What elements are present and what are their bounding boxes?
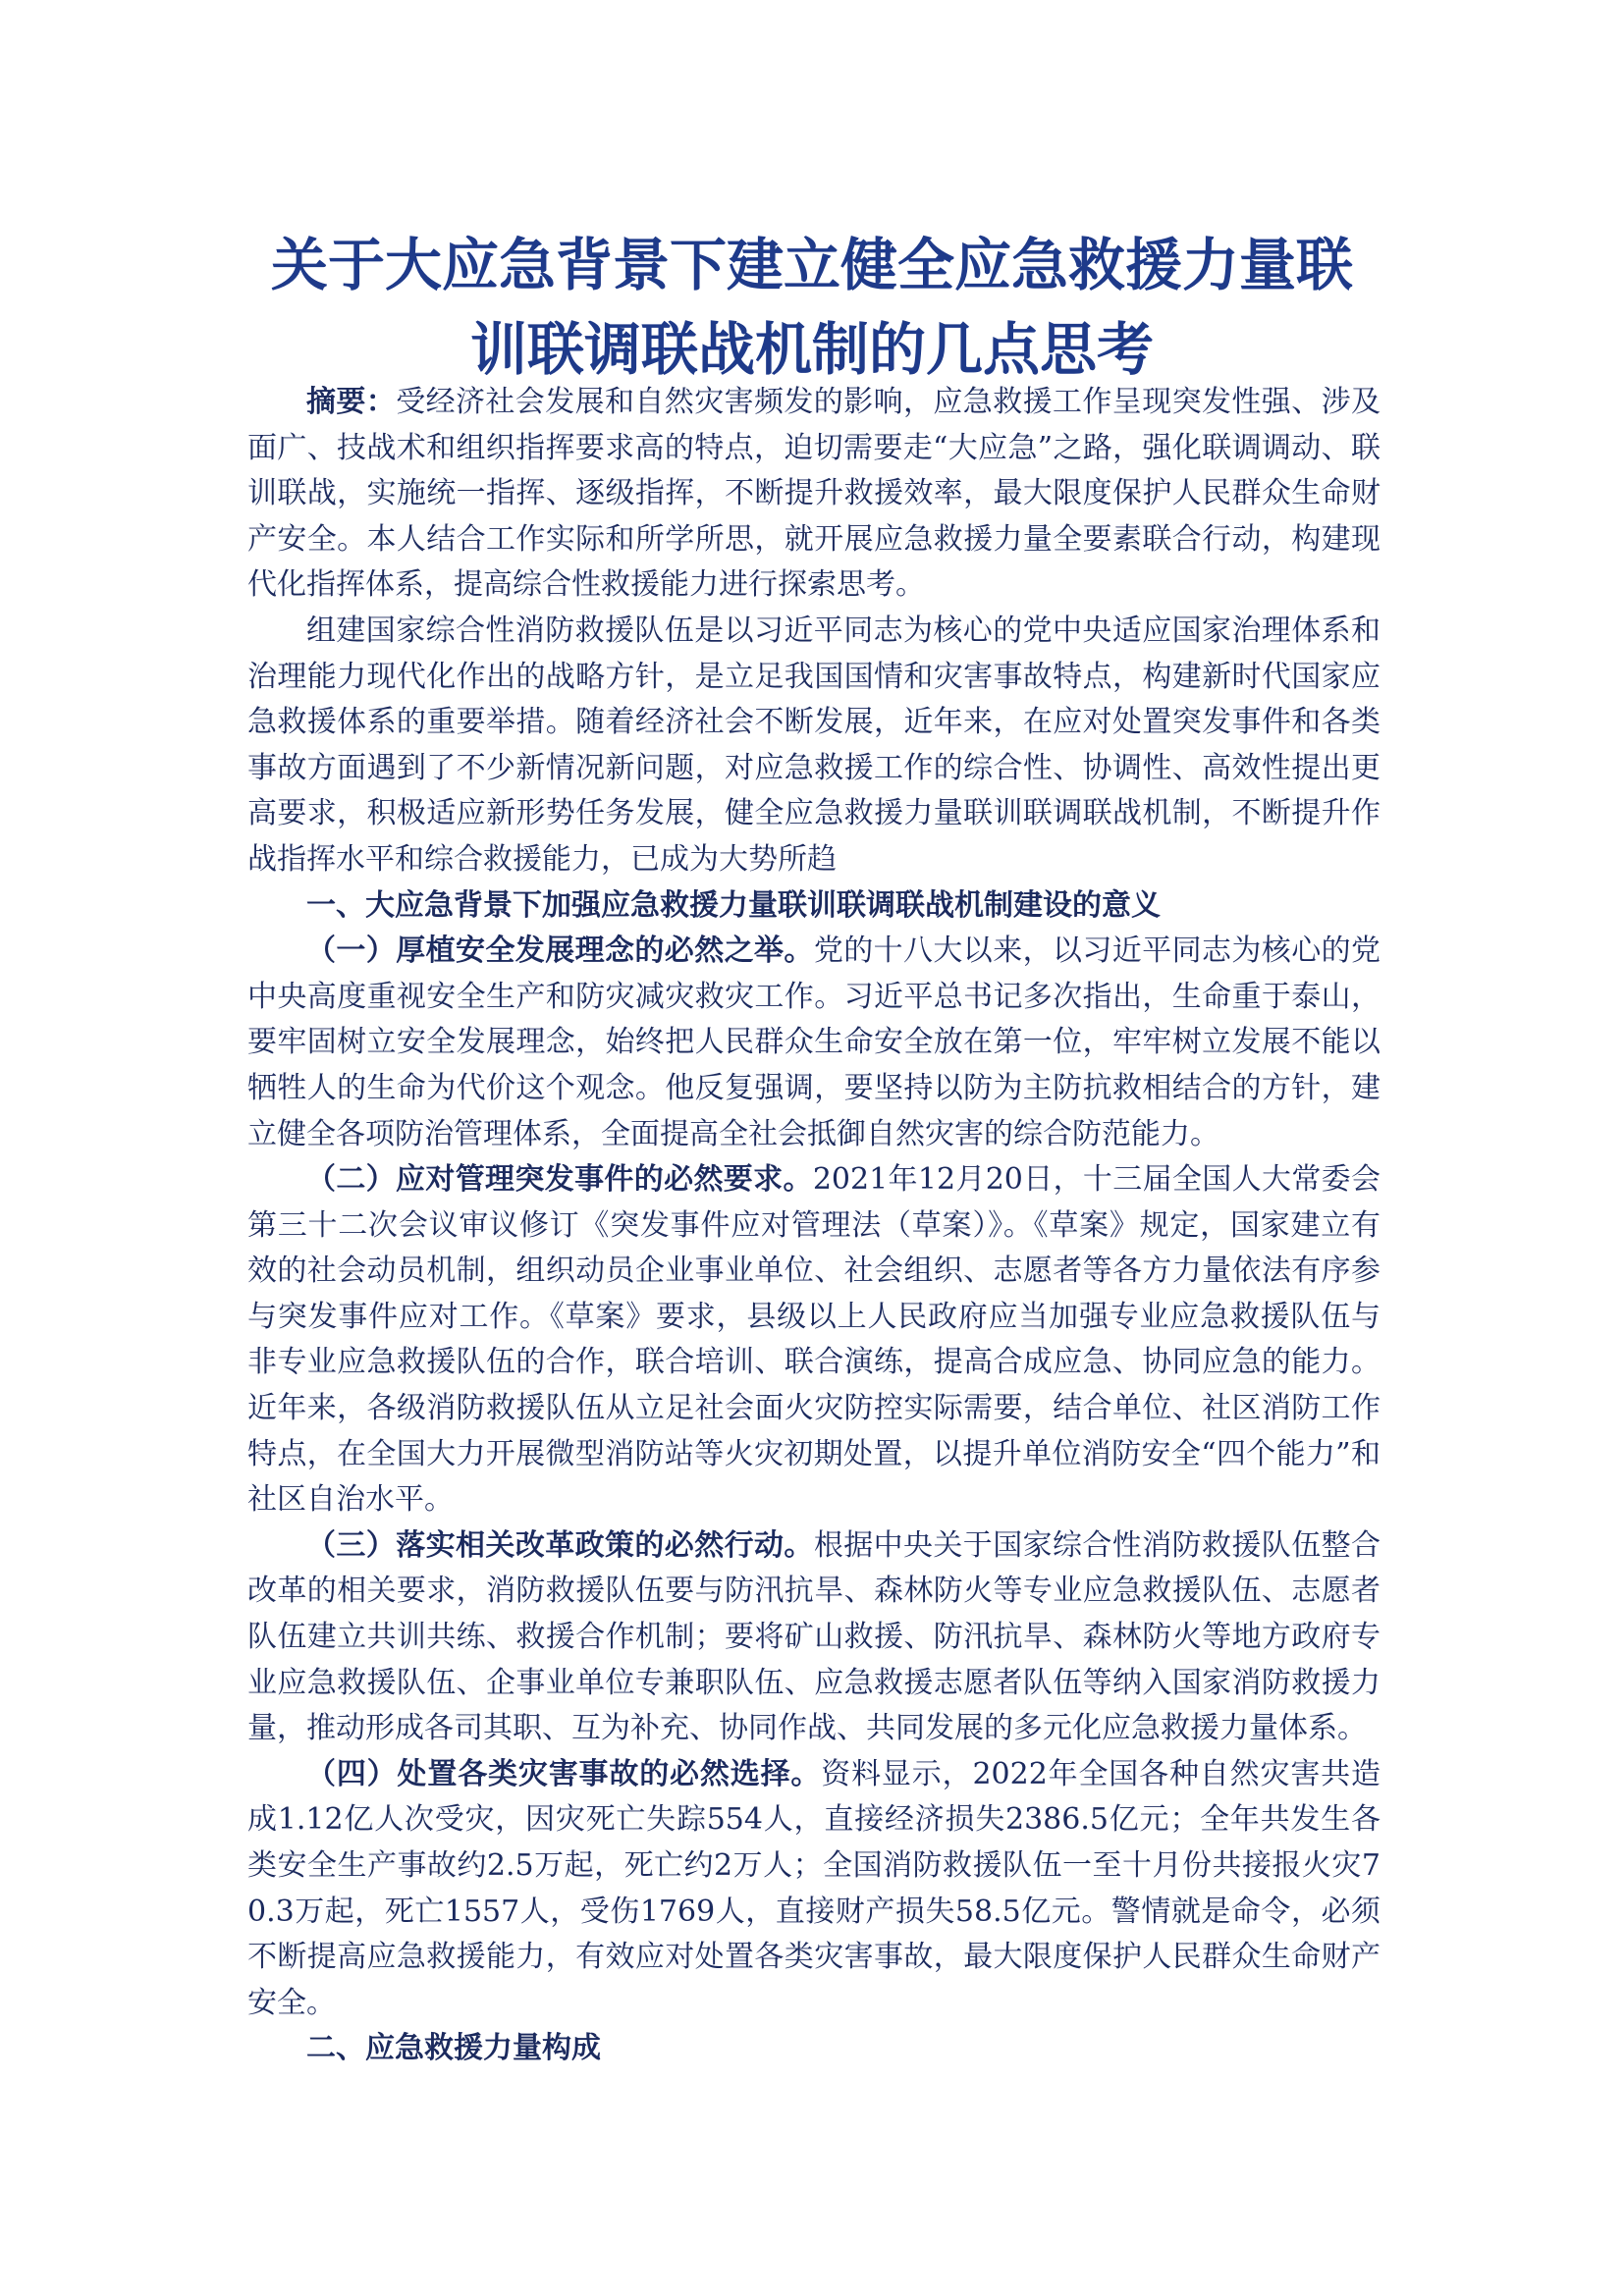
item-4-text: 资料显示，2022年全国各种自然灾害共造成1.12亿人次受灾，因灾死亡失踪554人，直接经济损失2386.5亿元；全年共发生各类安全生产事故约2.5万起，死亡约2万人；全国消防救援队伍一至十月份共接报火灾70.3万起，死亡1557人，受伤1769人，直接财产损失58.5亿元。警情就是命令，必须不断提高应急救援能力，有效应对处置各类灾害事故，最大限度保护人民群众生命财产安全。 xyxy=(247,1756,1380,2020)
document-title-line-2: 训联调联战机制的几点思考 xyxy=(469,316,1154,383)
item-2-text: 2021年12月20日，十三届全国人大常委会第三十二次会议审议修订《突发事件应对管理法（草案）》。《草案》规定，国家建立有效的社会动员机制，组织动员企业事业单位、社会组织、志愿者等各方力量依法有序参与突发事件应对工作。《草案》要求，县级以上人民政府应当加强专业应急救援队伍与非专业应急救援队伍的合作，联合培训、联合演练，提高合成应急、协同应急的能力。近年来，各级消防救援队伍从立足社会面火灾防控实际需要，结合单位、社区消防工作特点，在全国大力开展微型消防站等火灾初期处置，以提升单位消防安全“四个能力”和社区自治水平。 xyxy=(247,1162,1381,1518)
section-2-heading: 二、应急救援力量构成 xyxy=(306,2031,601,2066)
section-1-heading: 一、大应急背景下加强应急救援力量联训联调联战机制建设的意义 xyxy=(306,887,1161,923)
item-4-paragraph xyxy=(247,1752,1380,2027)
document-body xyxy=(247,380,1380,2072)
item-3-paragraph xyxy=(247,1523,1380,1752)
item-3-heading: （三）落实相关改革政策的必然行动。 xyxy=(306,1527,814,1563)
item-1-text: 党的十八大以来，以习近平同志为核心的党中央高度重视安全生产和防灾减灾救灾工作。习近平总书记多次指出，生命重于泰山，要牢固树立安全发展理念，始终把人民群众生命安全放在第一位，牢牢树立发展不能以牺牲人的生命为代价这个观念。他反复强调，要坚持以防为主防抗救相结合的方针，建立健全各项防治管理体系，全面提高全社会抵御自然灾害的综合防范能力。 xyxy=(247,934,1381,1151)
abstract-paragraph xyxy=(247,380,1380,609)
item-2-paragraph xyxy=(247,1157,1380,1523)
item-1-paragraph xyxy=(247,929,1380,1157)
document-title-line-1: 关于大应急背景下建立健全应急救援力量联 xyxy=(270,232,1353,298)
item-4-heading: （四）处置各类灾害事故的必然选择。 xyxy=(306,1756,822,1791)
item-2-heading: （二）应对管理突发事件的必然要求。 xyxy=(306,1162,813,1198)
item-1-heading: （一）厚植安全发展理念的必然之举。 xyxy=(306,934,814,969)
item-3-text: 根据中央关于国家综合性消防救援队伍整合改革的相关要求，消防救援队伍要与防汛抗旱、森林防火等专业应急救援队伍、志愿者队伍建立共训共练、救援合作机制；要将矿山救援、防汛抗旱、森林防火等地方政府专业应急救援队伍、企事业单位专兼职队伍、应急救援志愿者队伍等纳入国家消防救援力量，推动形成各司其职、互为补充、协同作战、共同发展的多元化应急救援力量体系。 xyxy=(247,1527,1381,1746)
abstract-label: 摘要： xyxy=(306,385,397,419)
abstract-text: 受经济社会发展和自然灾害频发的影响，应急救援工作呈现突发性强、涉及面广、技战术和组织指挥要求高的特点，迫切需要走“大应急”之路，强化联调调动、联训联战，实施统一指挥、逐级指挥，不断提升救援效率，最大限度保护人民群众生命财产安全。本人结合工作实际和所学所思，就开展应急救援力量全要素联合行动，构建现代化指挥体系，提高综合性救援能力进行探索思考。 xyxy=(247,385,1381,603)
intro-paragraph: 组建国家综合性消防救援队伍是以习近平同志为核心的党中央适应国家治理体系和治理能力现代化作出的战略方针，是立足我国国情和灾害事故特点，构建新时代国家应急救援体系的重要举措。随着经济社会不断发展，近年来，在应对处置突发事件和各类事故方面遇到了不少新情况新问题，对应急救援工作的综合性、协调性、高效性提出更高要求，积极适应新形势任务发展，健全应急救援力量联训联调联战机制，不断提升作战指挥水平和综合救援能力，已成为大势所趋 xyxy=(247,613,1380,877)
